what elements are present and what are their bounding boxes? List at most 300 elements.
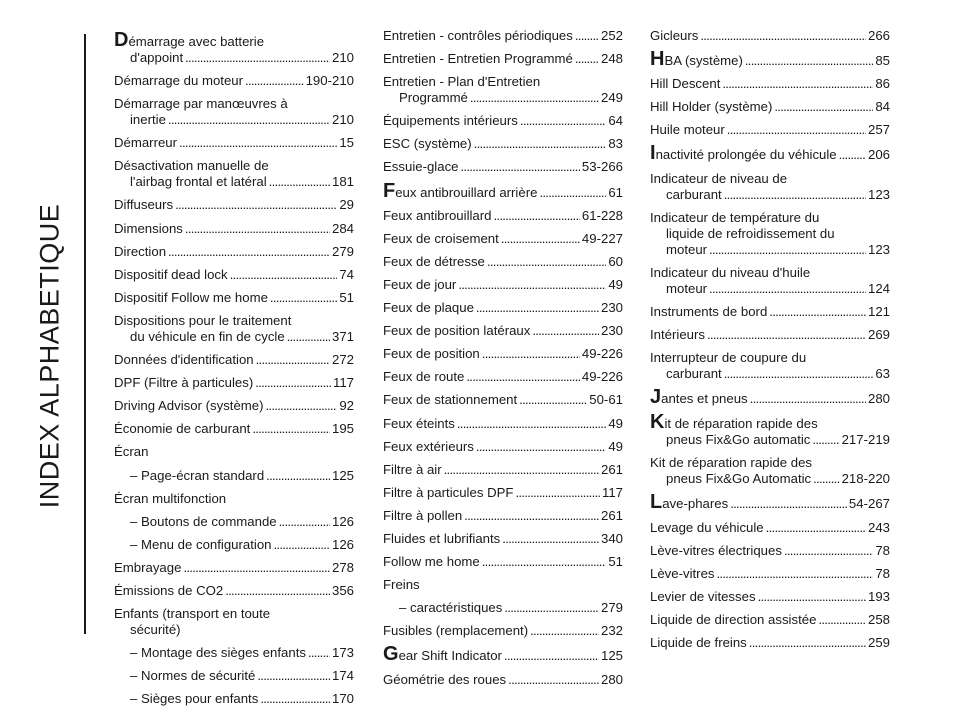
entry-text: Feux éteints: [383, 415, 455, 431]
index-entry: [114, 73, 354, 89]
dot-leader: [255, 375, 331, 391]
entry-text: Indicateur du niveau d'huile: [650, 264, 811, 280]
dot-leader: [458, 277, 606, 293]
entry-final-line: [650, 635, 890, 651]
dot-leader: [287, 329, 330, 345]
entry-line: [650, 265, 890, 281]
index-entry: [114, 96, 354, 128]
entry-text: Essuie-glace: [383, 159, 459, 175]
page-number: 266: [867, 28, 890, 43]
entry-text: Équipements intérieurs: [383, 113, 518, 129]
index-entry: [383, 179, 623, 202]
entry-text: Entretien - contrôles périodiques: [383, 28, 573, 43]
page-number: 78: [875, 565, 890, 581]
index-entry: [114, 668, 354, 684]
entry-line: [650, 171, 890, 187]
entry-final-line: [650, 612, 890, 628]
entry-text: Levage du véhicule: [650, 519, 764, 535]
page-number: 218-220: [841, 471, 890, 487]
entry-text: Liquide de direction assistée: [650, 611, 817, 627]
section-letter: F: [383, 179, 396, 202]
index-entry: [383, 254, 623, 270]
index-entry: [650, 171, 890, 203]
entry-final-line: [650, 48, 890, 71]
page-number: 126: [331, 536, 354, 552]
index-entry: [383, 508, 623, 524]
entry-final-line: [650, 99, 890, 115]
dot-leader: [230, 267, 338, 283]
dot-leader: [784, 543, 873, 559]
entry-text: inertie: [130, 112, 166, 128]
dot-leader: [269, 174, 330, 190]
index-entry: [383, 416, 623, 432]
index-entry: [383, 577, 623, 593]
entry-text: carburant: [666, 366, 722, 382]
index-entry: [383, 623, 623, 639]
page-number: 124: [867, 280, 890, 296]
entry-text: carburant: [666, 186, 722, 202]
dot-leader: [464, 508, 599, 524]
section-letter: K: [650, 411, 665, 434]
page-number: 206: [867, 147, 890, 163]
page-number: 280: [600, 671, 623, 687]
index-entry: [114, 352, 354, 368]
dot-leader: [745, 53, 873, 69]
entry-final-line: [383, 208, 623, 224]
entry-text: Filtre à pollen: [383, 507, 463, 523]
index-entry: [114, 583, 354, 599]
index-entry: [383, 300, 623, 316]
entry-final-line: [114, 174, 354, 190]
entry-final-line: [383, 231, 623, 247]
page-number: 280: [867, 391, 890, 407]
page-number: 174: [331, 668, 354, 684]
page-number: 123: [867, 241, 890, 257]
index-entry: [650, 210, 890, 258]
dot-leader: [812, 432, 839, 448]
section-letter: G: [383, 643, 399, 666]
entry-text: Feux de plaque: [383, 300, 474, 316]
index-entry: [114, 491, 354, 507]
entry-text: ESC (système): [383, 136, 472, 152]
index-column-1: [114, 28, 354, 714]
dot-leader: [839, 147, 866, 163]
entry-final-line: [130, 537, 354, 553]
entry-text: ave-phares: [662, 496, 729, 512]
index-entry: [114, 135, 354, 151]
index-entry: [114, 158, 354, 190]
page-number: 125: [600, 648, 623, 664]
entry-text: Programmé: [399, 90, 468, 106]
index-entry: [114, 514, 354, 530]
index-side-title: INDEX ALPHABETIQUE: [34, 203, 65, 509]
entry-final-line: [114, 329, 354, 345]
page-number: 230: [600, 300, 623, 316]
dot-leader: [504, 600, 599, 616]
page-number: 117: [601, 484, 623, 500]
entry-text: Dispositif dead lock: [114, 266, 228, 282]
entry-text: Feux de position latéraux: [383, 323, 531, 339]
dot-leader: [502, 531, 599, 547]
index-entry: [114, 290, 354, 306]
index-entry: [650, 265, 890, 297]
index-entry: [383, 208, 623, 224]
dot-leader: [225, 583, 330, 599]
page-number: 257: [867, 122, 890, 138]
index-entry: [650, 589, 890, 605]
dot-leader: [722, 76, 873, 92]
entry-final-line: [383, 90, 623, 106]
dot-leader: [179, 135, 337, 151]
index-entry: [383, 51, 623, 67]
entry-line: [650, 455, 890, 471]
entry-text: Intérieurs: [650, 326, 705, 342]
entry-text: Géométrie des roues: [383, 671, 507, 687]
page-number: 49: [608, 415, 623, 431]
dot-leader: [575, 28, 599, 44]
entry-text: BA (système): [664, 53, 743, 69]
index-entry: [383, 554, 623, 570]
entry-line: [114, 158, 354, 174]
section-letter: I: [650, 142, 656, 165]
entry-final-line: [650, 566, 890, 582]
entry-line: [650, 226, 890, 242]
entry-text: Dispositif Follow me home: [114, 289, 268, 305]
entry-text: Follow me home: [383, 554, 480, 570]
page-number: 78: [875, 542, 890, 558]
section-letter: H: [650, 48, 665, 71]
entry-final-line: [383, 392, 623, 408]
dot-leader: [245, 73, 304, 89]
entry-text: Feux antibrouillard: [383, 207, 492, 223]
entry-text: Démarreur: [114, 135, 178, 151]
entry-final-line: [650, 432, 890, 448]
page-number: 193: [867, 588, 890, 604]
index-entry: [383, 369, 623, 385]
entry-text: – caractéristiques: [399, 600, 503, 616]
entry-final-line: [650, 76, 890, 92]
entry-text: Freins: [383, 577, 420, 593]
entry-final-line: [114, 135, 354, 151]
dot-leader: [709, 242, 866, 258]
page-number: 117: [332, 375, 354, 391]
entry-text: Indicateur de niveau de: [650, 170, 788, 186]
dot-leader: [457, 416, 606, 432]
entry-text: Driving Advisor (système): [114, 398, 264, 414]
entry-final-line: [130, 468, 354, 484]
entry-final-line: [114, 197, 354, 213]
index-column-3: [650, 28, 890, 658]
entry-line: [650, 411, 890, 434]
page-number: 126: [331, 513, 354, 529]
page-number: 49: [608, 438, 623, 454]
entry-final-line: [383, 254, 623, 270]
page-number: 60: [608, 253, 623, 269]
entry-text: moteur: [666, 280, 708, 296]
entry-final-line: [383, 136, 623, 152]
index-entry: [114, 244, 354, 260]
dot-leader: [252, 421, 330, 437]
dot-leader: [175, 197, 337, 213]
entry-text: Émissions de CO2: [114, 582, 224, 598]
entry-text: Désactivation manuelle de: [114, 158, 269, 174]
entry-text: Feux de détresse: [383, 253, 485, 269]
dot-leader: [766, 520, 866, 536]
entry-text: Dispositions pour le traitement: [114, 312, 292, 328]
index-entry: [650, 635, 890, 651]
index-entry: [650, 350, 890, 382]
page-number: 51: [608, 554, 623, 570]
entry-text: Démarrage du moteur: [114, 73, 244, 89]
entry-text: Kit de réparation rapide des: [650, 455, 813, 471]
entry-text: Feux de position: [383, 346, 480, 362]
dot-leader: [750, 391, 866, 407]
dot-leader: [266, 398, 338, 414]
dot-leader: [494, 208, 580, 224]
entry-text: – Sièges pour enfants: [130, 691, 259, 707]
entry-final-line: [650, 471, 890, 487]
page-number: 210: [331, 50, 354, 65]
index-entry: [114, 560, 354, 576]
page-number: 61-228: [581, 207, 623, 223]
section-letter: D: [114, 29, 129, 51]
index-entry: [114, 468, 354, 484]
entry-text: Entretien - Plan d'Entretien: [383, 74, 541, 90]
page-number: 232: [600, 623, 623, 639]
page-number: 63: [875, 366, 890, 382]
index-entry: [114, 375, 354, 391]
dot-leader: [504, 648, 599, 664]
index-entry: [383, 462, 623, 478]
entry-final-line: [383, 346, 623, 362]
index-entry: [114, 444, 354, 460]
entry-final-line: [114, 491, 354, 507]
index-entry: [383, 159, 623, 175]
page-number: 49-226: [581, 346, 623, 362]
entry-text: Interrupteur de coupure du: [650, 350, 807, 366]
entry-text: Enfants (transport en toute: [114, 606, 271, 622]
index-column-2: [383, 28, 623, 695]
entry-text: Levier de vitesses: [650, 588, 756, 604]
index-entry: [114, 645, 354, 661]
page-number: 243: [867, 519, 890, 535]
dot-leader: [470, 90, 599, 106]
dot-leader: [519, 392, 587, 408]
entry-final-line: [650, 122, 890, 138]
dot-leader: [274, 537, 330, 553]
entry-line: [650, 210, 890, 226]
index-entry: [650, 386, 890, 409]
dot-leader: [260, 691, 330, 707]
index-entry: [650, 327, 890, 343]
entry-final-line: [650, 142, 890, 165]
index-entry: [650, 612, 890, 628]
entry-final-line: [650, 366, 890, 382]
dot-leader: [185, 50, 330, 66]
dot-leader: [730, 496, 847, 512]
entry-text: Lève-vitres électriques: [650, 542, 782, 558]
index-entry: [383, 439, 623, 455]
index-entry: [650, 455, 890, 487]
entry-text: DPF (Filtre à particules): [114, 375, 254, 391]
dot-leader: [508, 672, 599, 688]
entry-final-line: [114, 398, 354, 414]
entry-text: nactivité prolongée du véhicule: [655, 147, 837, 163]
entry-final-line: [383, 277, 623, 293]
index-entry: [383, 323, 623, 339]
index-entry: [383, 672, 623, 688]
index-entry: [114, 29, 354, 66]
index-entry: [383, 346, 623, 362]
page-number: 279: [600, 600, 623, 616]
page-number: 86: [875, 76, 890, 92]
entry-text: Écran: [114, 444, 149, 460]
entry-line: [114, 96, 354, 112]
entry-final-line: [650, 28, 890, 44]
entry-text: Fusibles (remplacement): [383, 623, 529, 639]
entry-final-line: [114, 112, 354, 128]
page-number: 356: [331, 582, 354, 598]
entry-final-line: [399, 600, 623, 616]
dot-leader: [749, 635, 866, 651]
entry-text: liquide de refroidissement du: [666, 225, 835, 241]
dot-leader: [530, 623, 599, 639]
page-number: 53-266: [581, 159, 623, 175]
entry-final-line: [383, 508, 623, 524]
entry-final-line: [650, 491, 890, 514]
page-number: 50-61: [589, 392, 623, 408]
dot-leader: [266, 468, 330, 484]
entry-final-line: [114, 50, 354, 66]
index-entry: [650, 543, 890, 559]
index-entry: [383, 485, 623, 501]
page-number: 217-219: [841, 432, 890, 448]
entry-line: [383, 74, 623, 90]
entry-text: l'airbag frontal et latéral: [130, 174, 267, 190]
dot-leader: [575, 51, 599, 67]
dot-leader: [724, 187, 866, 203]
page-number: 249: [600, 90, 623, 106]
index-entry: [650, 491, 890, 514]
index-entry: [383, 28, 623, 44]
page-number: 371: [331, 328, 354, 344]
entry-text: – Menu de configuration: [130, 536, 272, 552]
section-letter: L: [650, 491, 663, 514]
entry-text: Filtre à particules DPF: [383, 484, 514, 500]
entry-final-line: [130, 691, 354, 707]
dot-leader: [532, 323, 599, 339]
entry-final-line: [114, 421, 354, 437]
page-number: 190-210: [305, 73, 354, 89]
entry-final-line: [650, 543, 890, 559]
entry-line: [114, 29, 354, 51]
entry-final-line: [114, 583, 354, 599]
entry-final-line: [383, 485, 623, 501]
entry-text: Feux de jour: [383, 276, 457, 292]
index-entry: [383, 600, 623, 616]
entry-line: [650, 350, 890, 366]
dot-leader: [466, 369, 580, 385]
entry-text: Lève-vitres: [650, 565, 715, 581]
entry-text: Données d'identification: [114, 352, 254, 368]
entry-final-line: [383, 159, 623, 175]
entry-final-line: [383, 554, 623, 570]
entry-final-line: [114, 352, 354, 368]
dot-leader: [501, 231, 580, 247]
entry-text: Hill Holder (système): [650, 99, 773, 115]
entry-final-line: [383, 179, 623, 202]
entry-final-line: [114, 622, 354, 638]
entry-final-line: [383, 113, 623, 129]
page-number: 49-226: [581, 369, 623, 385]
entry-text: Filtre à air: [383, 461, 442, 477]
page-number: 170: [331, 691, 354, 707]
entry-final-line: [383, 531, 623, 547]
dot-leader: [461, 159, 580, 175]
entry-text: Instruments de bord: [650, 303, 768, 319]
page-number: 15: [339, 135, 354, 151]
index-entry: [650, 142, 890, 165]
page-number: 64: [608, 113, 623, 129]
page-number: 261: [600, 461, 623, 477]
index-entry: [383, 231, 623, 247]
page-number: 210: [331, 112, 354, 128]
entry-text: antes et pneus: [661, 391, 748, 407]
index-entry: [650, 566, 890, 582]
dot-leader: [707, 327, 866, 343]
entry-final-line: [650, 242, 890, 258]
entry-final-line: [383, 577, 623, 593]
entry-final-line: [383, 323, 623, 339]
entry-final-line: [383, 300, 623, 316]
index-entry: [114, 197, 354, 213]
index-entry: [114, 606, 354, 638]
page-number: 125: [331, 467, 354, 483]
entry-text: Gicleurs: [650, 28, 699, 43]
dot-leader: [257, 668, 330, 684]
page-number: 49: [608, 276, 623, 292]
page-number: 252: [600, 28, 623, 43]
entry-text: Indicateur de température du: [650, 209, 820, 225]
entry-final-line: [650, 304, 890, 320]
entry-final-line: [114, 375, 354, 391]
page-number: 269: [867, 326, 890, 342]
entry-final-line: [114, 221, 354, 237]
entry-text: sécurité): [130, 622, 181, 638]
entry-text: émarrage avec batterie: [128, 34, 265, 49]
entry-text: Démarrage par manœuvres à: [114, 96, 288, 112]
entry-final-line: [114, 244, 354, 260]
side-divider-rule: [84, 34, 86, 634]
entry-final-line: [130, 668, 354, 684]
dot-leader: [168, 112, 330, 128]
entry-text: Économie de carburant: [114, 421, 251, 437]
page-number: 340: [600, 530, 623, 546]
page-number: 61: [608, 184, 623, 200]
dot-leader: [168, 244, 330, 260]
index-entry: [114, 267, 354, 283]
entry-text: Liquide de freins: [650, 634, 747, 650]
entry-text: pneus Fix&Go automatic: [666, 432, 811, 448]
dot-leader: [185, 221, 330, 237]
page-number: 54-267: [848, 496, 890, 512]
dot-leader: [758, 589, 866, 605]
entry-text: Embrayage: [114, 559, 182, 575]
entry-final-line: [383, 439, 623, 455]
index-entry: [650, 99, 890, 115]
page-number: 230: [600, 323, 623, 339]
page-number: 173: [331, 645, 354, 661]
